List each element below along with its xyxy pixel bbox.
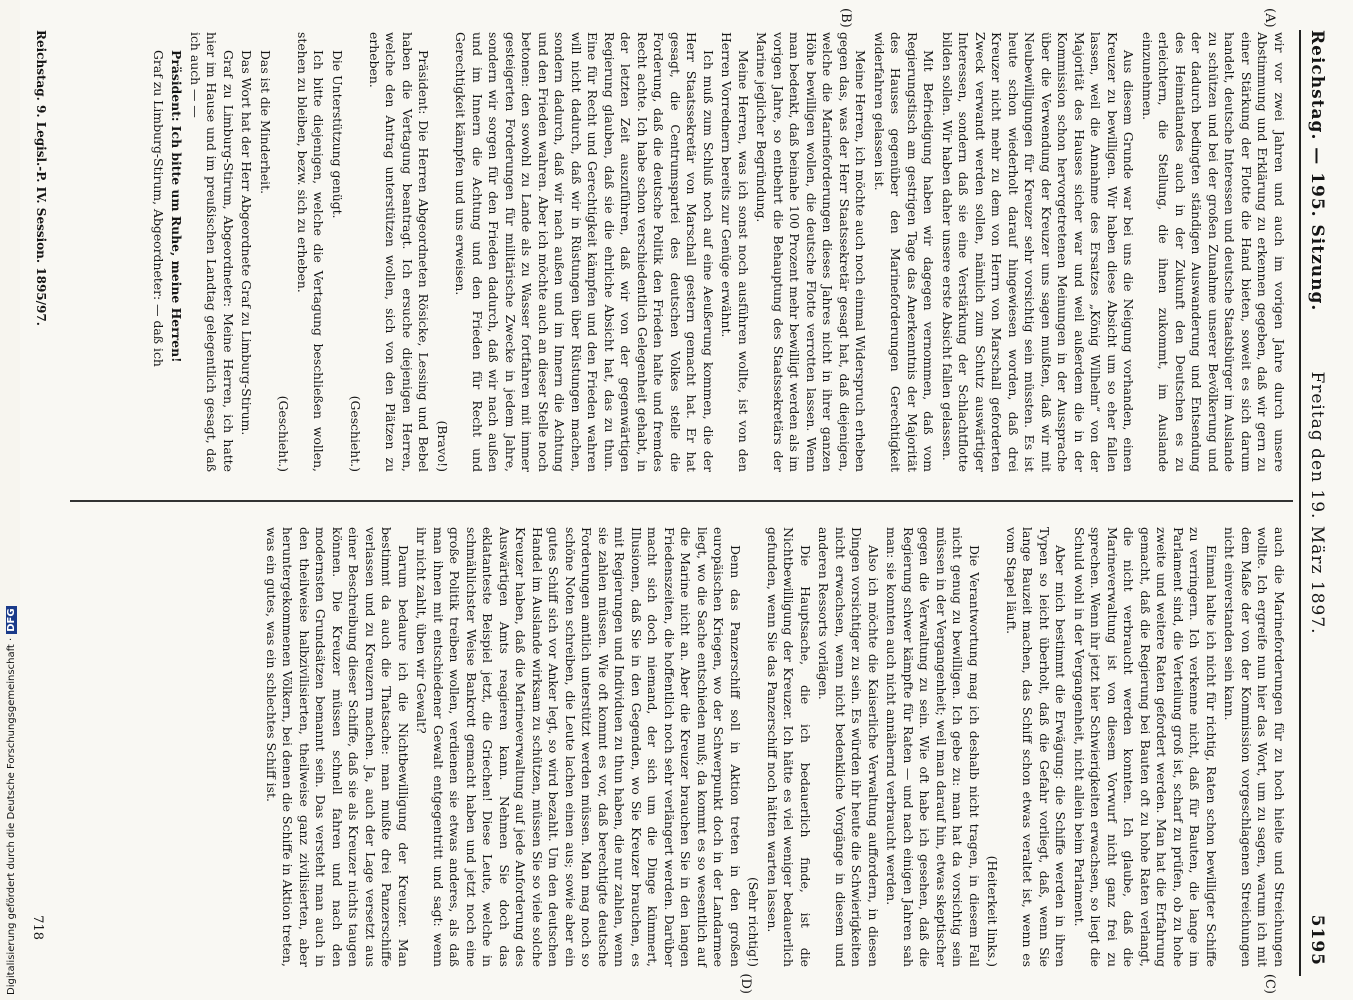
paragraph: Meine Herren, ich möchte auch noch einmal Widerspruch erheben gegen das, was der Herr Staatssekretär gesagt hat, daß diejenigen, welche die Marineforderungen dieses Jahres nicht in ihrer ganzen Höhe bewilligen wollen, die deutsche Flotte verrotten lassen. Wenn man bedenkt, daß beinahe 100 Prozent mehr bewilligt werden als im vorigen Jahre, so entbehrt die Behauptung des Staatssekretärs der Marine jeglicher Begründung. — [754, 32, 869, 472]
interjection: (Geschieht.) — [276, 395, 292, 472]
margin-marker-d: (D) — [738, 973, 753, 994]
paragraph: Einmal halte ich nicht für richtig, Raten schon bewilligter Schiffe zu verringern. Ich verkenne nicht, daß für Bauten, die lange im Parlament sind, die Verteilung groß ist, scharf zu prüfen, ob zu hohe zweite und weitere Raten gefordert werden. Man hat die Erfahrung gemacht, daß die Regierung bei Bauten oft zu hohe Raten verlangt, die nicht verbraucht werden konnten. Ich glaube, daß die Marineverwaltung ist von diesem Vorwurf nicht ganz frei zu sprechen. Wenn ihr jetzt hier Schwierigkeiten erwachsen, so liegt die Schuld wohl in der Vergangenheit, nicht allein beim Parlament. — [1072, 527, 1219, 967]
interjection: (Heiterkeit links.) — [985, 855, 1001, 967]
paragraph: Graf zu Limburg-Stirum, Abgeordneter: Meine Herren, ich hatte hier im Hause und im preußischen Landtag gelegentlich gesagt, daß ich auch — — — [188, 32, 236, 472]
paragraph: Das ist die Minderheit. — [258, 50, 273, 195]
paragraph: wir vor zwei Jahren und auch im vorigen Jahre durch unsere Abstimmung und Erklärung zu erkennen gegeben, daß wir gern zu einer Stärkung der Flotte die Hand bieten, soweit es sich darum handelt, deutsche Interessen und deutsche Staatsbürger im Auslande zu schützen und bei der großen Zunahme unserer Bevölkerung und der dadurch bedingten ständigen Auswanderung und Entsendung des Heimatlandes auch in der Zukunft den Deutschen es zu erleichtern, die Stellung, die ihnen zukommt, im Auslande einzunehmen. — [1140, 32, 1287, 472]
page-header — [1299, 30, 1331, 976]
credit-text-wrapper — [6, 606, 17, 995]
paragraph: Ich bitte diejenigen, welche die Vertagung beschließen wollen, stehen zu bleiben, bezw. sich zu erheben. — [295, 32, 327, 472]
paragraph: Darum bedaure ich die Nichtbewilligung der Kreuzer. Man bestimmt da auch die Thatsache: man mußte drei Panzerschiffe verlassen und zu Kreuzern machen. Ja, auch der Lage versetzt aus einer Beschreibung dieser Schiffe, daß sie als Kreuzer nichts taugen können. Die Kreuzer müssen schnell fahren und nach den modernsten Grundsätzen bemannt sein. Das versteht man auch in den theilweise halbzivilisierten, theilweise ganz zivilisierten, aber heruntergekommenen Völkern, bei denen die Schiffe in Aktion treten, was ein gutes, was ein schlechtes Schiff ist. — [264, 527, 411, 967]
digitization-credit — [0, 0, 20, 1000]
paragraph: Präsident: Die Herren Abgeordneten Rösicke, Lessing und Bebel haben die Vertagung beantragt. Ich ersuche diejenigen Herren, welche den Antrag unterstützen wollen, sich von den Plätzen zu erheben. — [367, 32, 432, 472]
credit-text: Digitalisierung gefördert durch die Deutsche Forschungsgemeinschaft · — [6, 637, 17, 995]
paragraph: Meine Herren, was ich sonst noch ausführen wollte, ist von den Herren Vorrednern bereits zur Genüge erwähnt. — [719, 32, 751, 472]
margin-marker-c: (C) — [1262, 973, 1277, 994]
paragraph: Mit Befriedigung haben wir dagegen vernommen, daß vom Regierungstisch am gestrigen Tage das Anerkenntnis der Majorität des Hauses gegenüber den Marineforderungen Gerechtigkeit widerfahren gelassen ist. — [872, 32, 937, 472]
paragraph: Aber mich bestimmt die Erwägung: die Schiffe werden in ihren Typen so leicht überholt, daß die Gefahr vorliegt, daß, wenn Sie lange Bauzeit machen, das Schiff schon etwas veraltet ist, wenn es vom Stapel läuft. — [1004, 527, 1069, 967]
paragraph: Ich muß zum Schluß noch auf eine Aeußerung kommen, die der Herr Staatssekretär von Marschall gestern gemacht hat. Er hat gesagt, die Centrumspartei des deutschen Volkes stelle die Forderung, daß die deutsche Politik den Frieden halte und fremdes Recht achte. Ich habe schon verschiedentlich Gelegenheit gehabt, in der letzten Zeit auszuführen, daß wir von der gegenwärtigen Regierung glauben, daß sie die ehrliche Absicht hat, das zu thun. Eine für Recht und Gerechtigkeit kämpfen und den Frieden wahren will nicht dadurch, daß wir in Rüstungen über Rüstungen machen, sondern dadurch, daß wir nach außen und im Innern die Achtung und den Frieden wahren. Aber ich möchte auch an dieser Stelle noch betonen: den sowohl zu Lande als zu Wasser fortfahren mit immer gesteigerten Forderungen für militärische Zwecke in jedem Jahre, sondern wir sorgen für den Frieden dadurch, daß wir nach außen und im Innern die Achtung und den Frieden für Recht und Gerechtigkeit kämpfen und uns erweisen. — [453, 32, 716, 472]
paragraph: Die Verantwortung mag ich deshalb nicht tragen, in diesem Fall nicht genug zu bewilligen. Ich gebe zu: man hat da vorsichtig sein müssen in der Vergangenheit; weil man darauf hin, etwas skeptischer gegen die Verwaltung zu sein. Wie oft habe ich gesehen, daß die Regierung schwer kämpfte für Raten — und nach einigen Jahren sah man: sie konnten auch nicht annähernd verbraucht werden. — [884, 527, 982, 967]
footer-page-number: 718 — [30, 915, 45, 940]
margin-marker-a: (A) — [1262, 8, 1277, 28]
paragraph: Die Unterstützung genügt. — [330, 50, 345, 219]
paragraph: Denn das Panzerschiff soll in Aktion treten in den großen europäischen Kriegen, wo der Schwerpunkt doch in der Landarmee liegt, wo die Sache entschieden muß; da kommt es so wesentlich auf die Marine nicht an. Aber die Kreuzer brauchen Sie in den langen Friedenszeiten, die hoffentlich noch sehr verlängert werden. Darüber macht sich doch niemand, der sich um die Dinge kümmert, Illusionen, daß Sie in den Gegenden, wo Sie Kreuzer brauchen, es mit Regierungen und Individuen zu thun haben, die nur zahlen, wenn sie zahlen müssen. Wie oft kommt es vor, daß berechtigte deutsche Forderungen amtlich unterstützt werden müssen. Man mag noch so schöne Noten schreiben, die Leute lachen einen aus; sowie aber ein gutes Schiff sich vor Anker legt, so wird bezahlt. Um den deutschen Handel im Auslande wirksam zu schützen, müssen Sie so viele solche Kreuzer haben, daß die Marineverwaltung auf jede Anforderung des Auswärtigen Amts reagieren kann. Nehmen Sie doch das eklatanteste Beispiel jetzt, die Griechen! Diese Leute, welche in schmählichster Weise Bankrott gemacht haben und jetzt noch eine große Politik treiben wollen, verdienen sie etwas anderes, als daß man ihnen mit entschiedener Gewalt entgegentritt und sagt: wenn ihr nicht zahlt, üben wir Gewalt? — [414, 527, 743, 967]
interjection: (Geschieht.) — [348, 395, 364, 472]
paragraph: Graf zu Limburg-Stirum, Abgeordneter: — daß ich — [151, 50, 166, 367]
header-left: Reichstag. — 195. Sitzung. — [1307, 30, 1327, 312]
left-column — [148, 32, 1288, 472]
margin-marker-b: (B) — [838, 8, 853, 28]
page-footer: Reichstag. 9. Legisl.-P. IV. Session. 1895/97. — [34, 30, 48, 326]
interjection: (Bravo!) — [435, 420, 450, 472]
paragraph: Aus diesem Grunde war bei uns die Neigung vorhanden, einen Kreuzer zu bewilligen. Wir haben diese Absicht um so eher fallen lassen, weil die Annahme des Ersatzes „König Wilhelm“ von der Majorität des Hauses sicher war und weil außerdem die in der Kommission schon hervorgetretenen Meinungen in der Aussprache über die Verwendung der Kreuzer uns sagen mußten, daß wir mit Neubewilligungen für Kreuzer sehr vorsichtig sein müssten. Es ist heute schon wiederholt darauf hingewiesen worden, daß drei Kreuzer nicht mehr zu dem von Herrn von Marschall geforderten Zweck verwandt werden sollen, nämlich zum Schutz auswärtiger Interessen, sondern daß sie eine Verstärkung der Schlachtflotte bilden sollen. Wir haben daher unsere erste Absicht fallen gelassen. — [940, 32, 1137, 472]
paragraph: Das Wort hat der Herr Abgeordnete Graf zu Limburg-Stirum. — [239, 50, 255, 436]
column-divider — [70, 500, 1293, 502]
paragraph: Die Hauptsache, die ich bedauerlich finde, ist die Nichtbewilligung der Kreuzer. Ich hätte es viel weniger bedauerlich gefunden, wenn Sie das Panzerschiff noch hätten warten lassen. — [765, 527, 813, 967]
header-date: Freitag den 19. März 1897. — [1307, 371, 1327, 635]
header-page-number: 5195 — [1307, 914, 1327, 966]
dfg-logo: DFG — [6, 608, 17, 632]
interjection: (Sehr richtig!) — [746, 877, 762, 967]
paragraph: Also ich möchte die Kaiserliche Verwaltung auffordern, in diesen Dingen vorsichtiger zu sein. Es würden ihr heute die Schwierigkeiten nicht erwachsen, wenn nicht bedenkliche Vorgänge in diesem und anderen Ressorts vorlägen. — [816, 527, 881, 967]
paragraph: Präsident: Ich bitte um Ruhe, meine Herren! — [169, 50, 185, 363]
right-column — [261, 527, 1288, 967]
paragraph: auch die Marineforderungen für zu hoch hielte und Streichungen wollte. Ich ergreife nun hier das Wort, um zu sagen, warum ich mit dem Maße der von der Kommission vorgeschlagenen Streichungen nicht einverstanden sein kann. — [1222, 527, 1287, 967]
